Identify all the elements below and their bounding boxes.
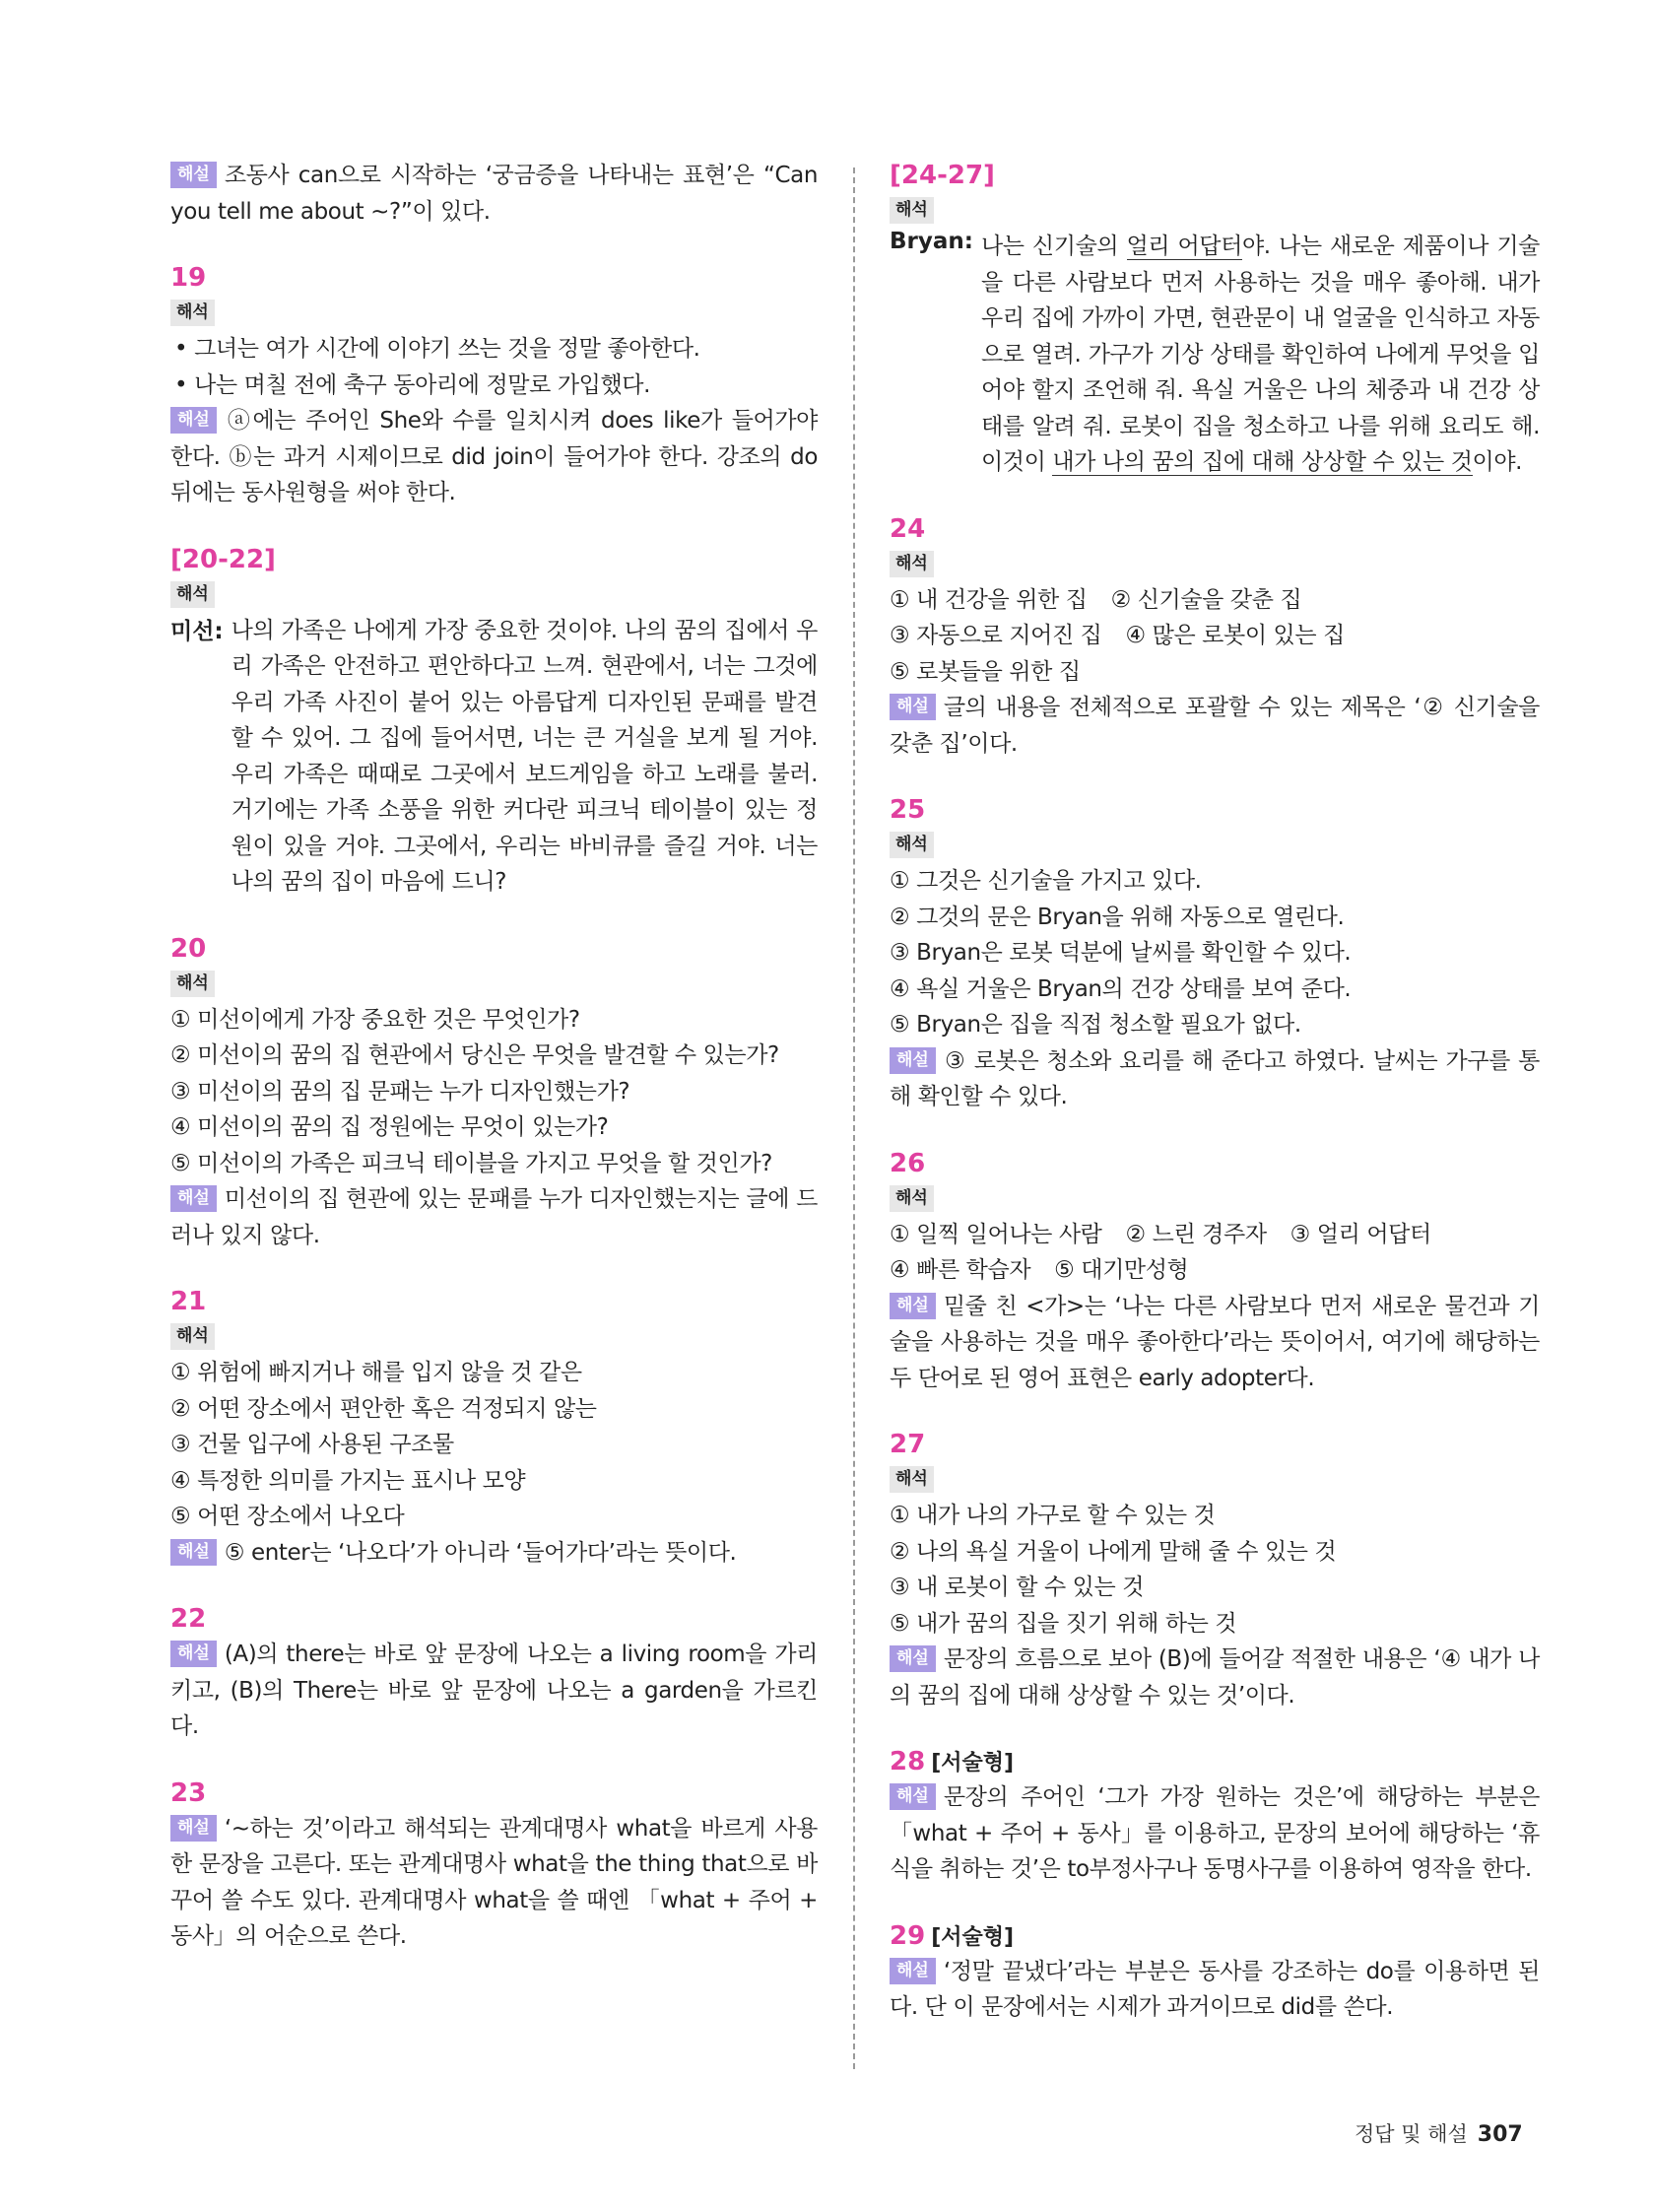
translation-tag: 해석 xyxy=(890,832,934,858)
choice-line: ④ 빠른 학습자 ⑤ 대기만성형 xyxy=(890,1257,1189,1283)
explanation-tag: 해설 xyxy=(170,1641,217,1667)
translation-line: • 그녀는 여가 시간에 이야기 쓰는 것을 정말 좋아한다. xyxy=(174,336,700,362)
choice-line: ⑤ 어떤 장소에서 나오다 xyxy=(170,1504,405,1529)
choice-line: ⑤ 미선이의 가족은 피크닉 테이블을 가지고 무엇을 할 것인가? xyxy=(170,1150,772,1176)
question-group-20-22 xyxy=(170,542,818,901)
question-28 xyxy=(890,1744,1540,1888)
underlined-phrase: 내가 나의 꿈의 집에 대해 상상할 수 있는 것 xyxy=(1052,449,1473,475)
question-group-24-27 xyxy=(890,158,1540,481)
explanation-text: ⓐ에는 주어인 She와 수를 일치시켜 does like가 들어가야 한다. ⓑ는 과거 시제이므로 did join이 들어가야 한다. 강조의 do 뒤에는 동사원형을 써야 한다. xyxy=(170,408,818,505)
question-range: [24-27] xyxy=(890,161,995,190)
question-27 xyxy=(890,1427,1540,1713)
question-range: [20-22] xyxy=(170,544,276,574)
choice-line: ① 내가 나의 가구로 할 수 있는 것 xyxy=(890,1503,1216,1528)
question-number: 25 xyxy=(890,795,926,825)
explanation-text: 미선이의 집 현관에 있는 문패를 누가 디자인했는지는 글에 드러나 있지 않다. xyxy=(170,1186,818,1248)
explanation-tag: 해설 xyxy=(890,694,936,720)
explanation-tag: 해설 xyxy=(170,1815,217,1842)
explanation-tag: 해설 xyxy=(890,1645,936,1672)
question-number: 19 xyxy=(170,263,207,293)
explanation-text: 글의 내용을 전체적으로 포괄할 수 있는 제목은 ‘② 신기술을 갖춘 집’이다. xyxy=(890,695,1540,757)
choice-line: ① 내 건강을 위한 집 ② 신기술을 갖춘 집 xyxy=(890,586,1302,613)
question-number: 23 xyxy=(170,1777,207,1808)
translation-tag: 해석 xyxy=(170,581,215,608)
choice-line: ④ 욕실 거울은 Bryan의 건강 상태를 보여 준다. xyxy=(890,975,1352,1002)
explanation-text: (A)의 there는 바로 앞 문장에 나오는 a living room을 가리키고, (B)의 There는 바로 앞 문장에 나오는 a garden을 가르킨다. xyxy=(170,1642,818,1739)
intro-explanation xyxy=(170,158,818,230)
explanation-text: 밑줄 친 <가>는 ‘나는 다른 사람보다 먼저 새로운 물건과 기술을 사용하는 것을 매우 좋아한다’라는 뜻이어서, 여기에 해당하는 두 단어로 된 영어 표현은 early adopter다. xyxy=(890,1293,1540,1391)
explanation-text: ‘~하는 것’이라고 해석되는 관계대명사 what을 바르게 사용한 문장을 고른다. 또는 관계대명사 what을 the thing that으로 바꾸어 쓸 수도 있다. 관계대명사 what을 쓸 때엔 「what + 주어 + 동사」의 어순으로 쓴다. xyxy=(170,1815,818,1949)
passage-text: 나는 신기술의 얼리 어답터야. 나는 새로운 제품이나 기술을 다른 사람보다 먼저 사용하는 것을 매우 좋아해. 내가 우리 집에 가까이 가면, 현관문이 내 얼굴을 인식하고 자동으로 열려. 가구가 기상 상태를 확인하여 나에게 무엇을 입어야 할지 조언해 줘. 욕실 거울은 나의 체중과 내 건강 상태를 알려 줘. 로봇이 집을 청소하고 나를 위해 요리도 해. 이것이 내가 나의 꿈의 집에 대해 상상할 수 있는 것이야. xyxy=(980,234,1540,475)
question-type-label: [서술형] xyxy=(931,1751,1015,1776)
explanation-text: 조동사 can으로 시작하는 ‘궁금증을 나타내는 표현’은 “Can you tell me about ~?”이 있다. xyxy=(170,163,818,225)
dialog-passage xyxy=(890,229,1540,481)
explanation-tag: 해설 xyxy=(890,1047,936,1074)
question-26 xyxy=(890,1146,1540,1397)
dialog-passage xyxy=(170,613,818,901)
translation-tag: 해석 xyxy=(890,197,934,224)
question-21 xyxy=(170,1284,818,1571)
question-number: 29 xyxy=(890,1920,926,1951)
explanation-tag: 해설 xyxy=(170,407,217,434)
explanation-text: ‘정말 끝냈다’라는 부분은 동사를 강조하는 do를 이용하면 된다. 단 이 문장에서는 시제가 과거이므로 did를 쓴다. xyxy=(890,1958,1540,2020)
translation-line: • 나는 며칠 전에 축구 동아리에 정말로 가입했다. xyxy=(174,371,650,398)
choice-line: ⑤ Bryan은 집을 직접 청소할 필요가 없다. xyxy=(890,1012,1301,1038)
choice-line: ① 일찍 일어나는 사람 ② 느린 경주자 ③ 얼리 어답터 xyxy=(890,1221,1431,1247)
choice-line: ② 미선이의 꿈의 집 현관에서 당신은 무엇을 발견할 수 있는가? xyxy=(170,1042,779,1068)
translation-tag: 해석 xyxy=(890,551,934,577)
choice-line: ⑤ 로봇들을 위한 집 xyxy=(890,658,1081,685)
question-number: 26 xyxy=(890,1148,926,1178)
explanation-tag: 해설 xyxy=(890,1293,936,1319)
choice-line: ① 위험에 빠지거나 해를 입지 않을 것 같은 xyxy=(170,1360,582,1385)
footer-section-title: 정답 및 해설 xyxy=(1355,2122,1468,2146)
question-22 xyxy=(170,1601,818,1745)
explanation-text: ⑤ enter는 ‘나오다’가 아니라 ‘들어가다’라는 뜻이다. xyxy=(224,1539,737,1566)
explanation-tag: 해설 xyxy=(170,1539,217,1566)
page-number: 307 xyxy=(1477,2122,1523,2147)
choice-line: ⑤ 내가 꿈의 집을 짓기 위해 하는 것 xyxy=(890,1610,1237,1637)
choice-line: ③ 자동으로 지어진 집 ④ 많은 로봇이 있는 집 xyxy=(890,623,1345,648)
question-type-label: [서술형] xyxy=(931,1924,1015,1950)
speaker-name: Bryan: xyxy=(890,229,973,254)
question-23 xyxy=(170,1776,818,1955)
question-24 xyxy=(890,511,1540,763)
question-20 xyxy=(170,931,818,1254)
question-number: 24 xyxy=(890,513,926,544)
choice-line: ① 그것은 신기술을 가지고 있다. xyxy=(890,868,1202,894)
choice-line: ④ 미선이의 꿈의 집 정원에는 무엇이 있는가? xyxy=(170,1114,609,1140)
explanation-text: 문장의 주어인 ‘그가 가장 원하는 것은’에 해당하는 부분은 「what + 주어 + 동사」를 이용하고, 문장의 보어에 해당하는 ‘휴식을 취하는 것’은 to부정사구나 동명사구를 이용하여 영작을 한다. xyxy=(890,1784,1540,1882)
question-number: 21 xyxy=(170,1287,207,1316)
choice-line: ③ 건물 입구에 사용된 구조물 xyxy=(170,1432,454,1457)
choice-line: ② 나의 욕실 거울이 나에게 말해 줄 수 있는 것 xyxy=(890,1538,1337,1565)
choice-line: ③ 내 로봇이 할 수 있는 것 xyxy=(890,1575,1145,1600)
choice-line: ② 어떤 장소에서 편안한 혹은 걱정되지 않는 xyxy=(170,1395,597,1422)
question-number: 20 xyxy=(170,933,207,964)
explanation-tag: 해설 xyxy=(170,162,217,188)
speaker-name: 미선: xyxy=(170,618,224,644)
question-number: 22 xyxy=(170,1604,207,1634)
column-divider xyxy=(853,168,855,2069)
right-column xyxy=(890,158,1540,2026)
translation-tag: 해석 xyxy=(170,971,215,997)
explanation-tag: 해설 xyxy=(890,1958,936,1984)
translation-tag: 해석 xyxy=(890,1466,934,1493)
choice-line: ② 그것의 문은 Bryan을 위해 자동으로 열린다. xyxy=(890,904,1345,930)
underlined-phrase: 얼리 어답터 xyxy=(1126,234,1242,259)
explanation-text: ③ 로봇은 청소와 요리를 해 준다고 하였다. 날씨는 가구를 통해 확인할 수 있다. xyxy=(890,1047,1540,1109)
translation-tag: 해석 xyxy=(890,1185,934,1212)
question-number: 28 xyxy=(890,1747,926,1776)
question-19 xyxy=(170,260,818,511)
explanation-text: 문장의 흐름으로 보아 (B)에 들어갈 적절한 내용은 ‘④ 내가 나의 꿈의 집에 대해 상상할 수 있는 것’이다. xyxy=(890,1646,1540,1709)
choice-line: ③ 미선이의 꿈의 집 문패는 누가 디자인했는가? xyxy=(170,1078,630,1105)
explanation-tag: 해설 xyxy=(890,1783,936,1810)
translation-tag: 해석 xyxy=(170,1323,215,1350)
page-footer xyxy=(1355,2118,1523,2148)
translation-tag: 해석 xyxy=(170,300,215,326)
question-29 xyxy=(890,1918,1540,2026)
question-25 xyxy=(890,792,1540,1115)
choice-line: ③ Bryan은 로봇 덕분에 날씨를 확인할 수 있다. xyxy=(890,940,1352,966)
question-number: 27 xyxy=(890,1430,926,1459)
explanation-tag: 해설 xyxy=(170,1185,217,1212)
left-column xyxy=(170,158,818,1955)
choice-line: ④ 특정한 의미를 가지는 표시나 모양 xyxy=(170,1467,526,1494)
passage-text: 나의 가족은 나에게 가장 중요한 것이야. 나의 꿈의 집에서 우리 가족은 안전하고 편안하다고 느껴. 현관에서, 너는 그것에 우리 가족 사진이 붙어 있는 아름답게 디자인된 문패를 발견할 수 있어. 그 집에 들어서면, 너는 큰 거실을 보게 될 거야. 우리 가족은 때때로 그곳에서 보드게임을 하고 노래를 불러. 거기에는 가족 소풍을 위한 커다란 피크닉 테이블이 있는 정원이 있을 거야. 그곳에서, 우리는 바비큐를 즐길 거야. 너는 나의 꿈의 집이 마음에 드니? xyxy=(231,617,818,895)
choice-line: ① 미선이에게 가장 중요한 것은 무엇인가? xyxy=(170,1006,580,1033)
